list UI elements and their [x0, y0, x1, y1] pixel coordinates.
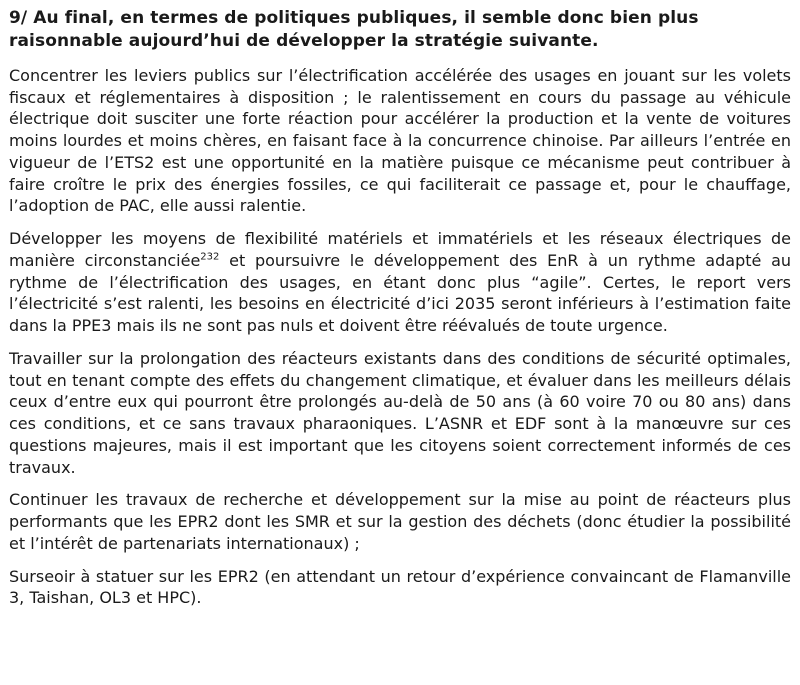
paragraph-prolongation-reacteurs: Travailler sur la prolongation des réacteurs existants dans des conditions de sécurité optimales, tout en tenant compte des effets du changement climatique, et évaluer dans les meilleurs délais ceux d’entre eux qui pourront être prolongés au-delà de 50 ans (à 60 voire 70 ou 80 ans) dans ces conditions, et ce sans travaux pharaoniques. L’ASNR et EDF sont à la manœuvre sur ces questions majeures, mais il est important que les citoyens soient correctement informés de ces travaux. [9, 348, 791, 477]
paragraph-recherche-developpement: Continuer les travaux de recherche et développement sur la mise au point de réacteurs plus performants que les EPR2 dont les SMR et sur la gestion des déchets (donc étudier la possibilité et l’intérêt de partenariats internationaux) ; [9, 490, 791, 553]
paragraph-flexibilite-text-before-footnote: Développer les moyens de flexibilité matériels et immatériels et les réseaux électriques de manière circonstanciée [9, 229, 791, 270]
paragraph-flexibilite-enr [9, 228, 791, 337]
paragraph-flexibilite-text-after-footnote: et poursuivre le développement des EnR à un rythme adapté au rythme de l’électrification des usages, en étant donc plus “agile”. Certes, le report vers l’électricité s’est ralenti, les besoins en électricité d’ici 2035 seront inférieurs à l’estimation faite dans la PPE3 mais ils ne sont pas nuls et doivent être réévalués de toute urgence. [9, 250, 792, 336]
footnote-reference-232: 232 [200, 251, 220, 263]
paragraph-surseoir-epr2: Surseoir à statuer sur les EPR2 (en attendant un retour d’expérience convaincant de Flamanville 3, Taishan, OL3 et HPC). [9, 566, 791, 608]
document-heading: 9/ Au final, en termes de politiques publiques, il semble donc bien plus raisonnable aujourd’hui de développer la stratégie suivante. [9, 8, 699, 51]
paragraph-electrification-usages: Concentrer les leviers publics sur l’électrification accélérée des usages en jouant sur les volets fiscaux et réglementaires à disposition ; le ralentissement en cours du passage au véhicule électrique doit susciter une forte réaction pour accélérer la production et la vente de voitures moins lourdes et moins chères, en faisant face à la concurrence chinoise. Par ailleurs l’entrée en vigueur de l’ETS2 est une opportunité en la matière puisque ce mécanisme peut contribuer à faire croître le prix des énergies fossiles, ce qui faciliterait ce passage et, pour le chauffage, l’adoption de PAC, elle aussi ralentie. [9, 65, 791, 216]
